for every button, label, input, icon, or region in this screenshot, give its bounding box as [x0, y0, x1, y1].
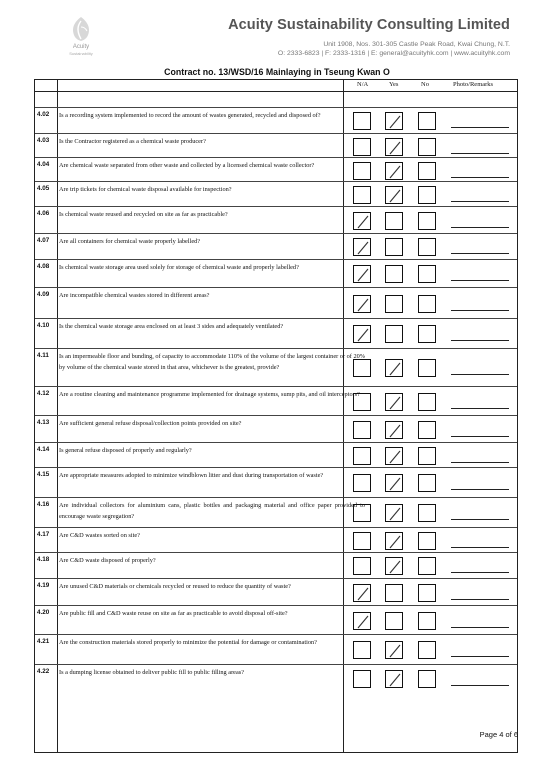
checkbox-yes[interactable]: [385, 421, 403, 439]
checkbox-yes[interactable]: [385, 393, 403, 411]
leaf-logo-icon: [68, 15, 94, 43]
check-mark-icon: [386, 394, 404, 412]
remarks-line[interactable]: [451, 519, 509, 520]
column-header-yes: Yes: [389, 81, 399, 88]
item-number: 4.14: [37, 446, 50, 453]
check-mark-icon: [386, 187, 404, 205]
remarks-line[interactable]: [451, 547, 509, 548]
item-number: 4.08: [37, 263, 50, 270]
checkbox-no[interactable]: [418, 138, 436, 156]
check-mark-icon: [354, 326, 372, 344]
checkbox-yes[interactable]: [385, 532, 403, 550]
checklist-row: [35, 348, 517, 387]
check-mark-icon: [386, 558, 404, 576]
company-address: Unit 1908, Nos. 301-305 Castle Peak Road, Kwai Chung, N.T.: [323, 41, 510, 48]
item-question: Is general refuse disposed of properly and regularly?: [59, 447, 192, 454]
checkbox-yes[interactable]: [385, 295, 403, 313]
item-number: 4.05: [37, 185, 50, 192]
checkbox-na[interactable]: [353, 112, 371, 130]
remarks-line[interactable]: [451, 253, 509, 254]
checkbox-na[interactable]: [353, 162, 371, 180]
remarks-line[interactable]: [451, 489, 509, 490]
checkbox-na[interactable]: [353, 186, 371, 204]
item-question: Are public fill and C&D waste reuse on site as far as practicable to avoid disposal off-site?: [59, 610, 288, 617]
item-number: 4.06: [37, 210, 50, 217]
remarks-line[interactable]: [451, 627, 509, 628]
checkbox-yes[interactable]: [385, 325, 403, 343]
item-question: Are a routine cleaning and maintenance programme implemented for drainage systems, sump pits, and oil interceptors?: [59, 391, 360, 398]
checkbox-no[interactable]: [418, 238, 436, 256]
remarks-line[interactable]: [451, 280, 509, 281]
item-number: 4.12: [37, 390, 50, 397]
check-mark-icon: [354, 266, 372, 284]
checkbox-yes[interactable]: [385, 557, 403, 575]
company-logo: [58, 15, 104, 63]
checkbox-yes[interactable]: [385, 238, 403, 256]
checklist-row: [35, 386, 517, 416]
remarks-line[interactable]: [451, 127, 509, 128]
checkbox-na[interactable]: [353, 532, 371, 550]
checklist-table: [34, 79, 518, 753]
item-question: Is an impermeable floor and bunding, of capacity to accommodate 110% of the volume of the largest container or of 20% by volume of the chemical waste stored in that area, whichever is the greatest, provide?: [59, 353, 365, 371]
checkbox-no[interactable]: [418, 112, 436, 130]
checkbox-no[interactable]: [418, 670, 436, 688]
item-question: Are sufficient general refuse disposal/collection points provided on site?: [59, 420, 242, 427]
checkbox-yes[interactable]: [385, 474, 403, 492]
checkbox-no[interactable]: [418, 186, 436, 204]
checkbox-na[interactable]: [353, 138, 371, 156]
remarks-line[interactable]: [451, 408, 509, 409]
checkbox-yes[interactable]: [385, 670, 403, 688]
checkbox-no[interactable]: [418, 584, 436, 602]
checkbox-no[interactable]: [418, 212, 436, 230]
item-question: Is a recording system implemented to record the amount of wastes generated, recycled and disposed of?: [59, 112, 321, 119]
item-question: Is the chemical waste storage area enclosed on at least 3 sides and adequately ventilated?: [59, 323, 284, 330]
checklist-row: [35, 259, 517, 288]
checkbox-no[interactable]: [418, 162, 436, 180]
check-mark-icon: [386, 422, 404, 440]
remarks-line[interactable]: [451, 340, 509, 341]
item-number: 4.13: [37, 419, 50, 426]
checkbox-no[interactable]: [418, 641, 436, 659]
column-header-remarks: Photo/Remarks: [453, 81, 494, 88]
checkbox-yes[interactable]: [385, 138, 403, 156]
check-mark-icon: [386, 505, 404, 523]
checkbox-na[interactable]: [353, 421, 371, 439]
item-question: Are incompatible chemical wastes stored in different areas?: [59, 292, 210, 299]
letterhead: [0, 0, 554, 70]
checkbox-na[interactable]: [353, 212, 371, 230]
check-mark-icon: [386, 139, 404, 157]
checklist-row: [35, 527, 517, 553]
check-mark-icon: [386, 642, 404, 660]
remarks-line[interactable]: [451, 656, 509, 657]
checkbox-na[interactable]: [353, 504, 371, 522]
item-number: 4.15: [37, 471, 50, 478]
checkbox-yes[interactable]: [385, 112, 403, 130]
item-number: 4.20: [37, 609, 50, 616]
checklist-row: [35, 497, 517, 528]
checklist-row: [35, 467, 517, 498]
checkbox-na[interactable]: [353, 238, 371, 256]
checkbox-yes[interactable]: [385, 612, 403, 630]
checkbox-no[interactable]: [418, 612, 436, 630]
company-contact: O: 2333-6823 | F: 2333-1316 | E: general@acuityhk.com | www.acuityhk.com: [277, 50, 510, 57]
checklist-row: [35, 634, 517, 665]
checkbox-no[interactable]: [418, 447, 436, 465]
checkbox-no[interactable]: [418, 295, 436, 313]
checklist-row: [35, 157, 517, 182]
item-question: Are all containers for chemical waste properly labelled?: [59, 238, 201, 245]
item-question: Are individual collectors for aluminium cans, plastic bottles and packaging material and office paper provided to encourage waste segregation?: [59, 502, 365, 520]
header-divider: [35, 91, 517, 92]
item-question: Is a dumping license obtained to deliver public fill to public filling areas?: [59, 669, 245, 676]
remarks-line[interactable]: [451, 572, 509, 573]
check-mark-icon: [386, 360, 404, 378]
item-question: Is chemical waste reused and recycled on site as far as practicable?: [59, 211, 228, 218]
checkbox-na[interactable]: [353, 612, 371, 630]
checkbox-yes[interactable]: [385, 447, 403, 465]
remarks-line[interactable]: [451, 599, 509, 600]
checklist-row: [35, 578, 517, 606]
checkbox-no[interactable]: [418, 359, 436, 377]
remarks-line[interactable]: [451, 462, 509, 463]
checkbox-no[interactable]: [418, 532, 436, 550]
checklist-row: [35, 605, 517, 635]
checkbox-yes[interactable]: [385, 186, 403, 204]
checklist-row: [35, 107, 517, 134]
checklist-row: [35, 318, 517, 349]
checkbox-na[interactable]: [353, 295, 371, 313]
checkbox-no[interactable]: [418, 474, 436, 492]
checklist-row: [35, 287, 517, 319]
checklist-row: [35, 181, 517, 207]
check-mark-icon: [386, 671, 404, 689]
checkbox-yes[interactable]: [385, 584, 403, 602]
check-mark-icon: [354, 585, 372, 603]
checkbox-na[interactable]: [353, 670, 371, 688]
remarks-line[interactable]: [451, 685, 509, 686]
item-question: Are unused C&D materials or chemicals recycled or reused to reduce the quantity of waste?: [59, 583, 291, 590]
item-question: Is the Contractor registered as a chemical waste producer?: [59, 138, 206, 145]
logo-text: Acuity: [72, 44, 90, 50]
item-number: 4.21: [37, 638, 50, 645]
check-mark-icon: [354, 213, 372, 231]
checklist-row: [35, 233, 517, 260]
checkbox-no[interactable]: [418, 265, 436, 283]
checkbox-yes[interactable]: [385, 359, 403, 377]
item-question: Are C&D wastes sorted on site?: [59, 532, 140, 539]
checklist-row: [35, 206, 517, 234]
check-mark-icon: [354, 296, 372, 314]
checkbox-yes[interactable]: [385, 504, 403, 522]
column-header-no: No: [421, 81, 429, 88]
check-mark-icon: [386, 448, 404, 466]
checkbox-na[interactable]: [353, 393, 371, 411]
checkbox-no[interactable]: [418, 421, 436, 439]
checkbox-na[interactable]: [353, 474, 371, 492]
remarks-line[interactable]: [451, 153, 509, 154]
checkbox-na[interactable]: [353, 265, 371, 283]
item-number: 4.18: [37, 556, 50, 563]
checkbox-na[interactable]: [353, 641, 371, 659]
checklist-row: [35, 133, 517, 158]
check-mark-icon: [386, 113, 404, 131]
checkbox-no[interactable]: [418, 504, 436, 522]
item-question: Are C&D waste disposed of properly?: [59, 557, 156, 564]
logo-subtext: Sustainability: [69, 51, 93, 56]
checkbox-no[interactable]: [418, 393, 436, 411]
remarks-line[interactable]: [451, 374, 509, 375]
checkbox-na[interactable]: [353, 359, 371, 377]
checklist-row: [35, 664, 517, 692]
checkbox-no[interactable]: [418, 557, 436, 575]
remarks-line[interactable]: [451, 310, 509, 311]
item-question: Is chemical waste storage area used solely for storage of chemical waste and properly labelled?: [59, 264, 299, 271]
remarks-line[interactable]: [451, 177, 509, 178]
item-question: Are the construction materials stored properly to minimize the potential for damage or contamination?: [59, 639, 317, 646]
item-number: 4.04: [37, 161, 50, 168]
item-number: 4.16: [37, 501, 50, 508]
item-number: 4.19: [37, 582, 50, 589]
item-number: 4.07: [37, 237, 50, 244]
company-address-block: [278, 40, 510, 58]
company-name: Acuity Sustainability Consulting Limited: [228, 17, 510, 33]
checkbox-na[interactable]: [353, 447, 371, 465]
item-number: 4.10: [37, 322, 50, 329]
item-number: 4.17: [37, 531, 50, 538]
page-number: Page 4 of 6: [479, 730, 518, 739]
checkbox-no[interactable]: [418, 325, 436, 343]
check-mark-icon: [386, 533, 404, 551]
item-question: Are chemical waste separated from other waste and collected by a licensed chemical waste collector?: [59, 162, 315, 169]
check-mark-icon: [354, 613, 372, 631]
item-number: 4.22: [37, 668, 50, 675]
checkbox-na[interactable]: [353, 584, 371, 602]
checklist-row: [35, 552, 517, 579]
checkbox-yes[interactable]: [385, 641, 403, 659]
contract-title: Contract no. 13/WSD/16 Mainlaying in Tseung Kwan O: [164, 67, 390, 77]
item-number: 4.11: [37, 352, 49, 359]
remarks-line[interactable]: [451, 436, 509, 437]
checkbox-yes[interactable]: [385, 265, 403, 283]
check-mark-icon: [386, 163, 404, 181]
item-question: Are trip tickets for chemical waste disposal available for inspection?: [59, 186, 232, 193]
checklist-row: [35, 442, 517, 468]
remarks-line[interactable]: [451, 201, 509, 202]
item-number: 4.02: [37, 111, 50, 118]
item-number: 4.09: [37, 291, 50, 298]
checkbox-na[interactable]: [353, 557, 371, 575]
check-mark-icon: [386, 475, 404, 493]
check-mark-icon: [354, 239, 372, 257]
checklist-row: [35, 415, 517, 443]
item-number: 4.03: [37, 137, 50, 144]
checkbox-yes[interactable]: [385, 162, 403, 180]
checkbox-na[interactable]: [353, 325, 371, 343]
column-header-na: N/A: [357, 81, 369, 88]
checkbox-yes[interactable]: [385, 212, 403, 230]
item-question: Are appropriate measures adopted to minimize windblown litter and dust during transportation of waste?: [59, 472, 324, 479]
remarks-line[interactable]: [451, 227, 509, 228]
